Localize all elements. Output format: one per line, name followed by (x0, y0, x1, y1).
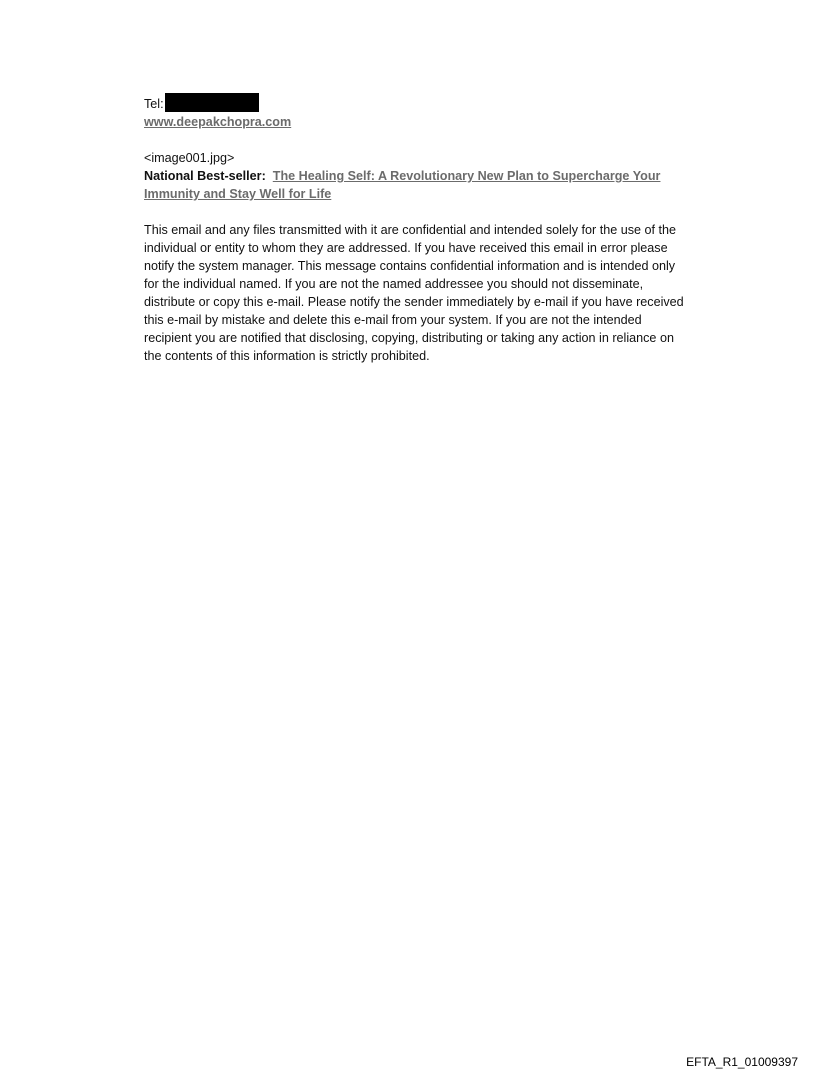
redaction-box (165, 93, 259, 112)
document-id: EFTA_R1_01009397 (686, 1055, 798, 1069)
bestseller-label: National Best-seller: (144, 169, 266, 183)
tel-label: Tel: (144, 97, 164, 111)
email-body (144, 95, 684, 365)
spacer (144, 131, 684, 149)
bestseller-line (144, 167, 684, 203)
book-title-link[interactable]: The Healing Self: A Revolutionary New Plan to Supercharge Your Immunity and Stay Well for Life (144, 169, 661, 201)
confidentiality-disclaimer: This email and any files transmitted with it are confidential and intended solely for the use of the individual or entity to whom they are addressed. If you have received this email in error please notify the system manager. This message contains confidential information and is intended only for the individual named. If you are not the named addressee you should not disseminate, distribute or copy this e-mail. Please notify the sender immediately by e-mail if you have received this e-mail by mistake and delete this e-mail from your system. If you are not the intended recipient you are notified that disclosing, copying, distributing or taking any action in reliance on the contents of this information is strictly prohibited. (144, 223, 684, 363)
image-placeholder: <image001.jpg> (144, 151, 235, 165)
telephone-line (144, 95, 684, 113)
website-line (144, 113, 684, 131)
website-link[interactable]: www.deepakchopra.com (144, 115, 292, 129)
